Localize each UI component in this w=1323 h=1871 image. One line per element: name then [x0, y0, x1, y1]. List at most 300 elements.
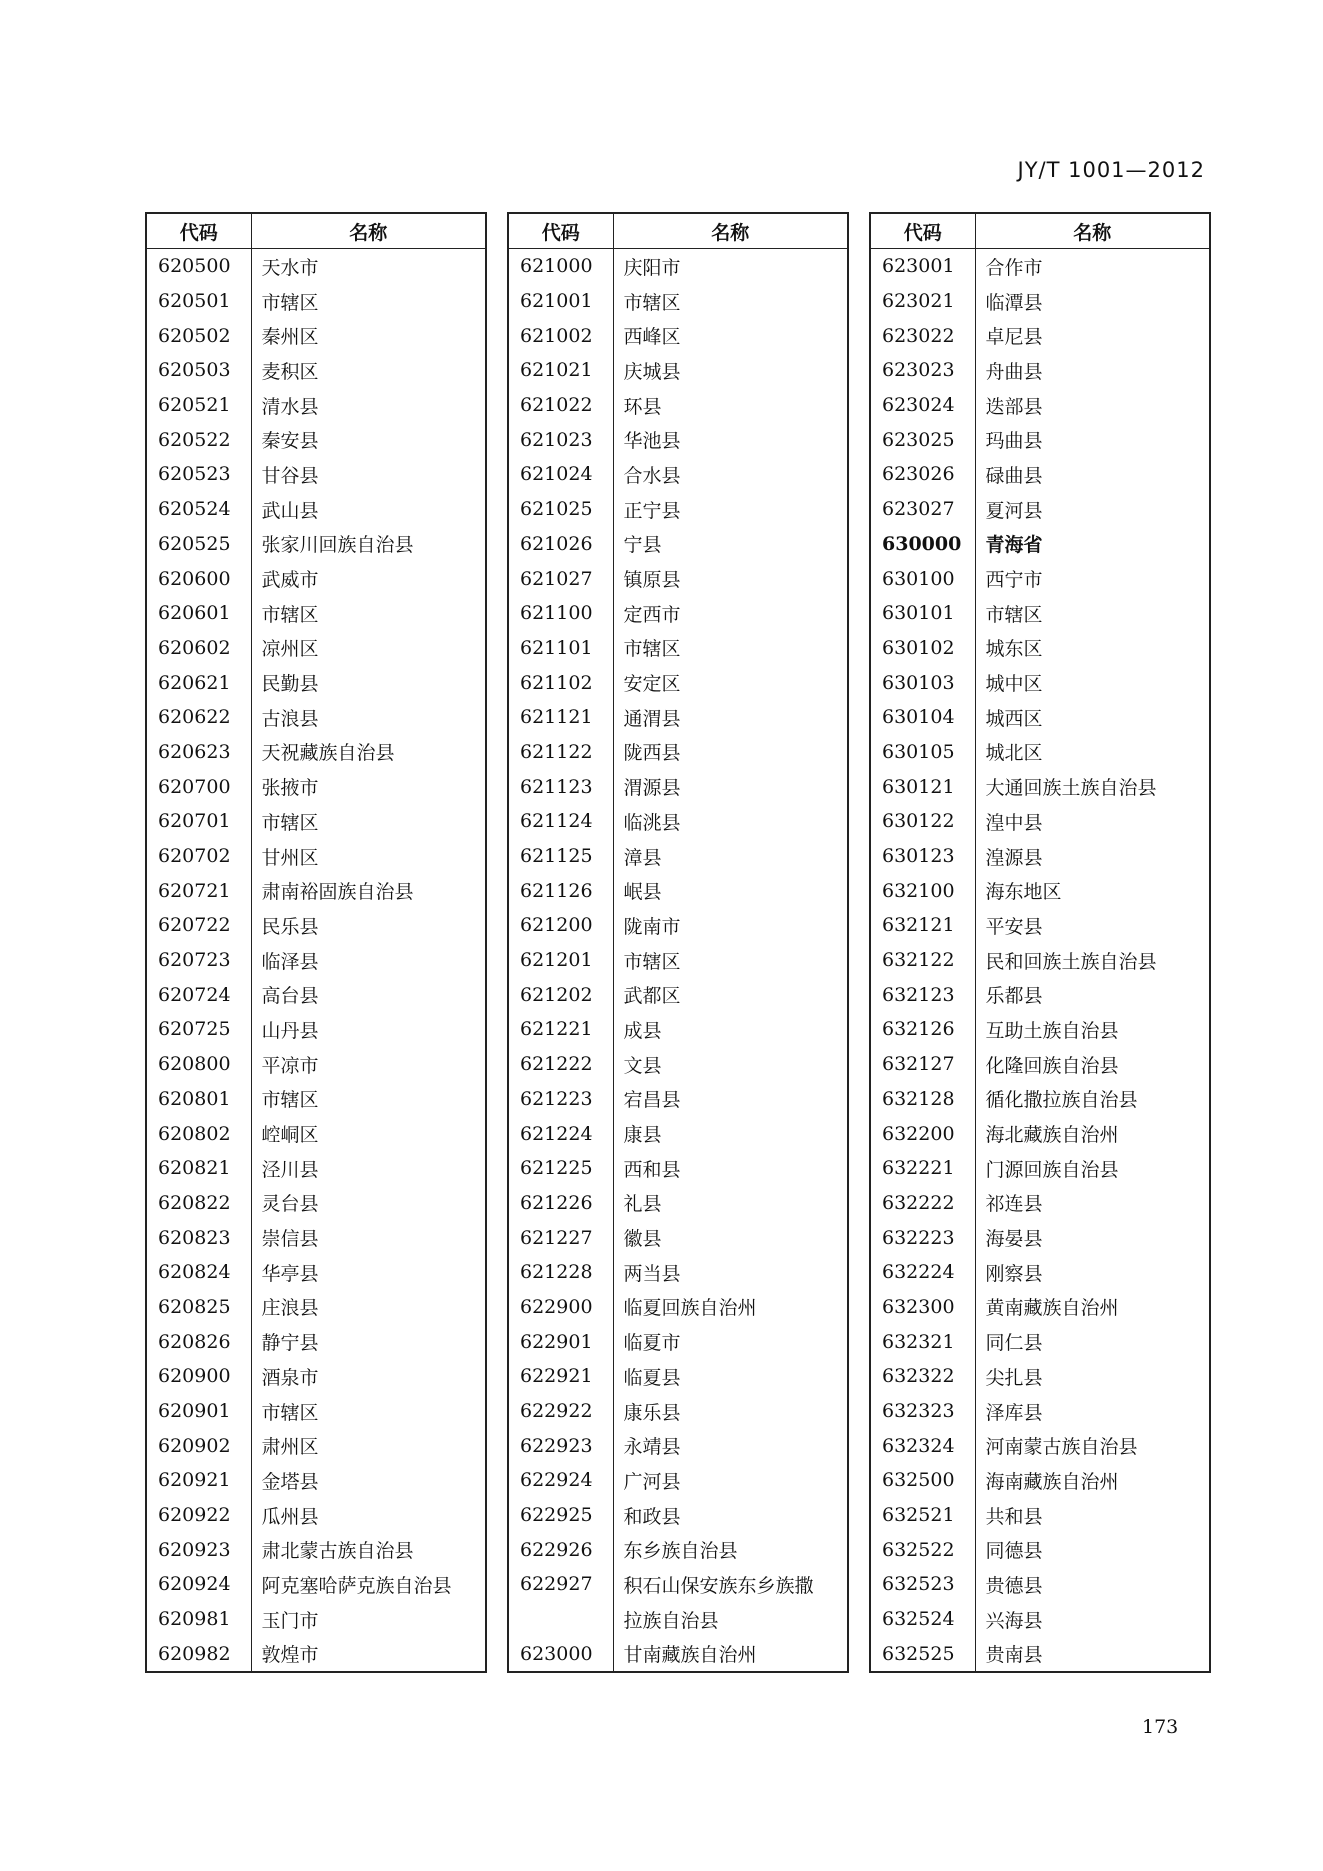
- region-code: 632522: [870, 1532, 975, 1567]
- table-row: [146, 735, 486, 770]
- region-name: 武威市: [261, 569, 319, 592]
- region-name: 康乐县: [623, 1401, 681, 1424]
- region-code: 630123: [870, 839, 975, 874]
- region-name: 凉州区: [261, 638, 319, 661]
- table-row: [870, 1255, 1210, 1290]
- region-code: 620826: [146, 1324, 251, 1359]
- region-code: 621024: [508, 457, 613, 492]
- region-code: 632121: [870, 908, 975, 943]
- region-name: 和政县: [623, 1505, 681, 1528]
- region-code: 632525: [870, 1637, 975, 1673]
- region-code: 621225: [508, 1151, 613, 1186]
- region-code: 621000: [508, 249, 613, 284]
- region-code: 622926: [508, 1532, 613, 1567]
- region-name: 清水县: [261, 395, 319, 418]
- region-name: 山丹县: [261, 1019, 319, 1042]
- table-row: [870, 1602, 1210, 1637]
- region-code: 632521: [870, 1498, 975, 1533]
- region-name: 西宁市: [985, 569, 1043, 592]
- table-row: [508, 1012, 848, 1047]
- table-row: [508, 735, 848, 770]
- region-code: 620825: [146, 1290, 251, 1325]
- table-row: [146, 318, 486, 353]
- region-name: 积石山保安族东乡族撒: [623, 1574, 814, 1597]
- region-name: 青海省: [985, 534, 1043, 557]
- region-name: 市辖区: [261, 811, 319, 834]
- table-row: [508, 318, 848, 353]
- region-name: 城西区: [985, 707, 1043, 730]
- table-row: [870, 1463, 1210, 1498]
- region-name: 尖扎县: [985, 1366, 1043, 1389]
- region-name: 乐都县: [985, 985, 1043, 1008]
- region-name: 敦煌市: [261, 1644, 319, 1667]
- region-name: 民勤县: [261, 673, 319, 696]
- region-name: 碌曲县: [985, 464, 1043, 487]
- region-name: 崆峒区: [261, 1124, 319, 1147]
- region-name: 临潭县: [985, 291, 1043, 314]
- table-row: [146, 492, 486, 527]
- region-code: 620822: [146, 1186, 251, 1221]
- region-code: 623023: [870, 353, 975, 388]
- region-code: 630122: [870, 804, 975, 839]
- region-name: 民和回族土族自治县: [985, 950, 1157, 973]
- table-row: [508, 908, 848, 943]
- table-row: [146, 943, 486, 978]
- table-row: [508, 700, 848, 735]
- region-code: 632524: [870, 1602, 975, 1637]
- table-row: [508, 977, 848, 1012]
- table-row: [870, 873, 1210, 908]
- region-code: 620722: [146, 908, 251, 943]
- table-row: [508, 1290, 848, 1325]
- table-row: [146, 284, 486, 319]
- region-name: 天祝藏族自治县: [261, 742, 395, 765]
- table-row: [146, 700, 486, 735]
- region-name: 文县: [623, 1054, 662, 1077]
- region-name: 卓尼县: [985, 326, 1043, 349]
- region-name: 临洮县: [623, 811, 681, 834]
- region-code: 622925: [508, 1498, 613, 1533]
- region-code: 621002: [508, 318, 613, 353]
- region-name: 陇西县: [623, 742, 681, 765]
- region-code: 632322: [870, 1359, 975, 1394]
- table-row: [146, 665, 486, 700]
- region-code: 630102: [870, 631, 975, 666]
- region-code: 623027: [870, 492, 975, 527]
- region-code: 632127: [870, 1047, 975, 1082]
- region-code: 620802: [146, 1116, 251, 1151]
- region-name: 化隆回族自治县: [985, 1054, 1119, 1077]
- region-name: 庆城县: [623, 360, 681, 383]
- region-name: 环县: [623, 395, 662, 418]
- table-row: [870, 388, 1210, 423]
- region-name: 临夏市: [623, 1332, 681, 1355]
- table-row: [508, 1567, 848, 1602]
- region-name: 市辖区: [623, 950, 681, 973]
- region-name: 成县: [623, 1019, 662, 1042]
- table-row: [870, 318, 1210, 353]
- region-name: 永靖县: [623, 1436, 681, 1459]
- table-row: [870, 631, 1210, 666]
- region-name: 湟源县: [985, 846, 1043, 869]
- region-name: 夏河县: [985, 499, 1043, 522]
- table-row: [508, 561, 848, 596]
- table-row: [146, 1428, 486, 1463]
- region-name: 兴海县: [985, 1609, 1043, 1632]
- table-row: [870, 1567, 1210, 1602]
- region-code: 620523: [146, 457, 251, 492]
- region-name: 广河县: [623, 1470, 681, 1493]
- table-row: [870, 457, 1210, 492]
- region-name: 肃北蒙古族自治县: [261, 1540, 414, 1563]
- region-name: 黄南藏族自治州: [985, 1297, 1119, 1320]
- region-name: 秦安县: [261, 430, 319, 453]
- table-row: [146, 353, 486, 388]
- region-name: 东乡族自治县: [623, 1540, 738, 1563]
- region-code: 632122: [870, 943, 975, 978]
- page-number: 173: [1142, 1716, 1179, 1738]
- region-code: 620801: [146, 1082, 251, 1117]
- region-name: 互助土族自治县: [985, 1019, 1119, 1042]
- region-name: 临夏县: [623, 1366, 681, 1389]
- region-name: 康县: [623, 1124, 662, 1147]
- table-row: [508, 839, 848, 874]
- region-name: 武山县: [261, 499, 319, 522]
- table-row: [870, 1637, 1210, 1673]
- region-code: 632324: [870, 1428, 975, 1463]
- region-code: 621223: [508, 1082, 613, 1117]
- region-code: 632123: [870, 977, 975, 1012]
- region-name: 河南蒙古族自治县: [985, 1436, 1138, 1459]
- table-row: [870, 527, 1210, 562]
- region-code: 620521: [146, 388, 251, 423]
- table-row: [146, 1012, 486, 1047]
- region-code: 621201: [508, 943, 613, 978]
- region-name: 城中区: [985, 673, 1043, 696]
- region-code: 620823: [146, 1220, 251, 1255]
- table-row: [870, 422, 1210, 457]
- region-name: 市辖区: [623, 638, 681, 661]
- table-row: [508, 249, 848, 284]
- region-code: 620522: [146, 422, 251, 457]
- table-row: [146, 804, 486, 839]
- table-row: [146, 457, 486, 492]
- region-code: 622900: [508, 1290, 613, 1325]
- table-row: [146, 527, 486, 562]
- table-row: [146, 873, 486, 908]
- table-row: [870, 353, 1210, 388]
- table-row: [146, 1220, 486, 1255]
- region-name: 宁县: [623, 534, 662, 557]
- region-code: 630101: [870, 596, 975, 631]
- region-code: 623001: [870, 249, 975, 284]
- region-code: 621001: [508, 284, 613, 319]
- table-row: [870, 1220, 1210, 1255]
- table-row: [146, 1151, 486, 1186]
- region-code: 621122: [508, 735, 613, 770]
- region-name: 玛曲县: [985, 430, 1043, 453]
- region-code: 630104: [870, 700, 975, 735]
- region-code: 630103: [870, 665, 975, 700]
- region-name: 灵台县: [261, 1193, 319, 1216]
- table-row: [146, 388, 486, 423]
- table-row: [870, 943, 1210, 978]
- region-name: 古浪县: [261, 707, 319, 730]
- table-row: [508, 1498, 848, 1533]
- region-code: 623025: [870, 422, 975, 457]
- region-code: 623026: [870, 457, 975, 492]
- table-row: [870, 596, 1210, 631]
- table-row: [146, 1463, 486, 1498]
- region-name: 贵南县: [985, 1644, 1043, 1667]
- code-header: 代码: [146, 213, 251, 249]
- table-row: [146, 1186, 486, 1221]
- region-code: 621125: [508, 839, 613, 874]
- region-code: 632523: [870, 1567, 975, 1602]
- region-code: 621026: [508, 527, 613, 562]
- table-row: [870, 492, 1210, 527]
- region-code: 620721: [146, 873, 251, 908]
- table-row: [870, 249, 1210, 284]
- region-name: 平凉市: [261, 1054, 319, 1077]
- region-name: 庄浪县: [261, 1297, 319, 1320]
- region-code: 621022: [508, 388, 613, 423]
- region-name: 宕昌县: [623, 1089, 681, 1112]
- table-row: [508, 769, 848, 804]
- code-table-1: [145, 212, 487, 1673]
- region-name: 陇南市: [623, 915, 681, 938]
- table-row: [508, 1047, 848, 1082]
- region-code: 620502: [146, 318, 251, 353]
- region-code: 620922: [146, 1498, 251, 1533]
- region-name: 湟中县: [985, 811, 1043, 834]
- region-code: 621101: [508, 631, 613, 666]
- region-code: 620902: [146, 1428, 251, 1463]
- table-row: [508, 1602, 848, 1637]
- region-code: 632300: [870, 1290, 975, 1325]
- region-name: 玉门市: [261, 1609, 319, 1632]
- table-row: [146, 908, 486, 943]
- region-code: 620901: [146, 1394, 251, 1429]
- region-code: 620923: [146, 1532, 251, 1567]
- table-row: [146, 1602, 486, 1637]
- region-code: 632222: [870, 1186, 975, 1221]
- region-code: 620700: [146, 769, 251, 804]
- region-name: 市辖区: [261, 291, 319, 314]
- region-code: 630121: [870, 769, 975, 804]
- region-name: 市辖区: [623, 291, 681, 314]
- table-row: [146, 596, 486, 631]
- code-table-2: [507, 212, 849, 1673]
- region-code: 632100: [870, 873, 975, 908]
- region-code: 621100: [508, 596, 613, 631]
- region-name: 舟曲县: [985, 360, 1043, 383]
- region-code: 622921: [508, 1359, 613, 1394]
- table-row: [508, 1394, 848, 1429]
- region-code: 620821: [146, 1151, 251, 1186]
- table-row: [870, 1082, 1210, 1117]
- region-name: 张掖市: [261, 777, 319, 800]
- region-name: 高台县: [261, 985, 319, 1008]
- table-row: [508, 422, 848, 457]
- region-name: 临夏回族自治州: [623, 1297, 757, 1320]
- table-row: [146, 1394, 486, 1429]
- code-header: 代码: [508, 213, 613, 249]
- region-name: 合水县: [623, 464, 681, 487]
- region-name: 同德县: [985, 1540, 1043, 1563]
- region-code: 620982: [146, 1637, 251, 1673]
- code-table-3: [869, 212, 1211, 1673]
- table-row: [508, 1082, 848, 1117]
- region-code: 622924: [508, 1463, 613, 1498]
- region-name: 甘南藏族自治州: [623, 1644, 757, 1667]
- table-row: [870, 977, 1210, 1012]
- table-row: [508, 943, 848, 978]
- region-name: 金塔县: [261, 1470, 319, 1493]
- table-row: [508, 284, 848, 319]
- table-row: [508, 1637, 848, 1673]
- table-row: [508, 1532, 848, 1567]
- region-name: 镇原县: [623, 569, 681, 592]
- table-row: [870, 908, 1210, 943]
- table-row: [146, 1116, 486, 1151]
- table-row: [146, 249, 486, 284]
- region-name: 通渭县: [623, 707, 681, 730]
- region-name: 泽库县: [985, 1401, 1043, 1424]
- table-row: [870, 1012, 1210, 1047]
- name-header: 名称: [613, 213, 848, 249]
- table-row: [870, 1428, 1210, 1463]
- region-code: 630100: [870, 561, 975, 596]
- table-row: [146, 1082, 486, 1117]
- region-name: 安定区: [623, 673, 681, 696]
- region-name: 刚察县: [985, 1262, 1043, 1285]
- region-code: 620924: [146, 1567, 251, 1602]
- table-row: [146, 1324, 486, 1359]
- region-name: 漳县: [623, 846, 662, 869]
- region-code: 620981: [146, 1602, 251, 1637]
- region-code: 620725: [146, 1012, 251, 1047]
- table-row: [508, 1220, 848, 1255]
- table-row: [870, 1151, 1210, 1186]
- table-row: [508, 527, 848, 562]
- region-name: 庆阳市: [623, 256, 681, 279]
- region-code: 620600: [146, 561, 251, 596]
- table-row: [870, 1324, 1210, 1359]
- code-header: 代码: [870, 213, 975, 249]
- region-code: 620602: [146, 631, 251, 666]
- table-header-row: [870, 213, 1210, 249]
- table-row: [508, 1116, 848, 1151]
- region-code: 632323: [870, 1394, 975, 1429]
- standard-code: JY/T 1001—2012: [1017, 158, 1205, 182]
- region-code: 621200: [508, 908, 613, 943]
- region-code: 620524: [146, 492, 251, 527]
- region-name: 海北藏族自治州: [985, 1124, 1119, 1147]
- name-header: 名称: [251, 213, 486, 249]
- table-header-row: [146, 213, 486, 249]
- region-code: [508, 1602, 613, 1637]
- region-code: 620701: [146, 804, 251, 839]
- region-code: 620824: [146, 1255, 251, 1290]
- region-name: 华亭县: [261, 1262, 319, 1285]
- region-name: 阿克塞哈萨克族自治县: [261, 1574, 452, 1597]
- table-row: [508, 596, 848, 631]
- table-row: [508, 1151, 848, 1186]
- region-name: 城北区: [985, 742, 1043, 765]
- region-name: 城东区: [985, 638, 1043, 661]
- table-row: [146, 1532, 486, 1567]
- region-name: 大通回族土族自治县: [985, 777, 1157, 800]
- region-code: 620723: [146, 943, 251, 978]
- table-row: [870, 561, 1210, 596]
- table-row: [508, 1359, 848, 1394]
- table-row: [870, 1359, 1210, 1394]
- table-row: [508, 1428, 848, 1463]
- region-name: 华池县: [623, 430, 681, 453]
- region-name: 平安县: [985, 915, 1043, 938]
- region-code: 632128: [870, 1082, 975, 1117]
- region-name: 西峰区: [623, 326, 681, 349]
- region-name: 拉族自治县: [623, 1609, 719, 1632]
- table-row: [508, 1255, 848, 1290]
- table-row: [146, 839, 486, 874]
- region-name: 合作市: [985, 256, 1043, 279]
- region-code: 620500: [146, 249, 251, 284]
- table-row: [870, 1532, 1210, 1567]
- region-code: 622901: [508, 1324, 613, 1359]
- region-name: 静宁县: [261, 1332, 319, 1355]
- region-name: 市辖区: [985, 603, 1043, 626]
- table-row: [870, 1394, 1210, 1429]
- region-code: 620622: [146, 700, 251, 735]
- region-code: 620921: [146, 1463, 251, 1498]
- region-code: 621228: [508, 1255, 613, 1290]
- region-name: 崇信县: [261, 1228, 319, 1251]
- region-name: 酒泉市: [261, 1366, 319, 1389]
- region-code: 630105: [870, 735, 975, 770]
- table-row: [870, 735, 1210, 770]
- table-row: [870, 1116, 1210, 1151]
- region-code: 620900: [146, 1359, 251, 1394]
- table-row: [146, 977, 486, 1012]
- region-code: 620501: [146, 284, 251, 319]
- table-row: [508, 353, 848, 388]
- region-code: 621221: [508, 1012, 613, 1047]
- region-name: 海东地区: [985, 881, 1062, 904]
- table-row: [870, 1186, 1210, 1221]
- region-code: 621224: [508, 1116, 613, 1151]
- region-code: 632223: [870, 1220, 975, 1255]
- region-code: 621025: [508, 492, 613, 527]
- region-code: 621126: [508, 873, 613, 908]
- region-code: 620525: [146, 527, 251, 562]
- table-row: [870, 1047, 1210, 1082]
- region-code: 620503: [146, 353, 251, 388]
- region-name: 肃南裕固族自治县: [261, 881, 414, 904]
- table-row: [508, 492, 848, 527]
- region-code: 632200: [870, 1116, 975, 1151]
- table-row: [508, 665, 848, 700]
- table-row: [870, 1498, 1210, 1533]
- region-code: 621023: [508, 422, 613, 457]
- table-row: [508, 457, 848, 492]
- region-code: 622922: [508, 1394, 613, 1429]
- region-name: 麦积区: [261, 360, 319, 383]
- region-name: 西和县: [623, 1158, 681, 1181]
- region-name: 徽县: [623, 1228, 662, 1251]
- region-code: 623000: [508, 1637, 613, 1673]
